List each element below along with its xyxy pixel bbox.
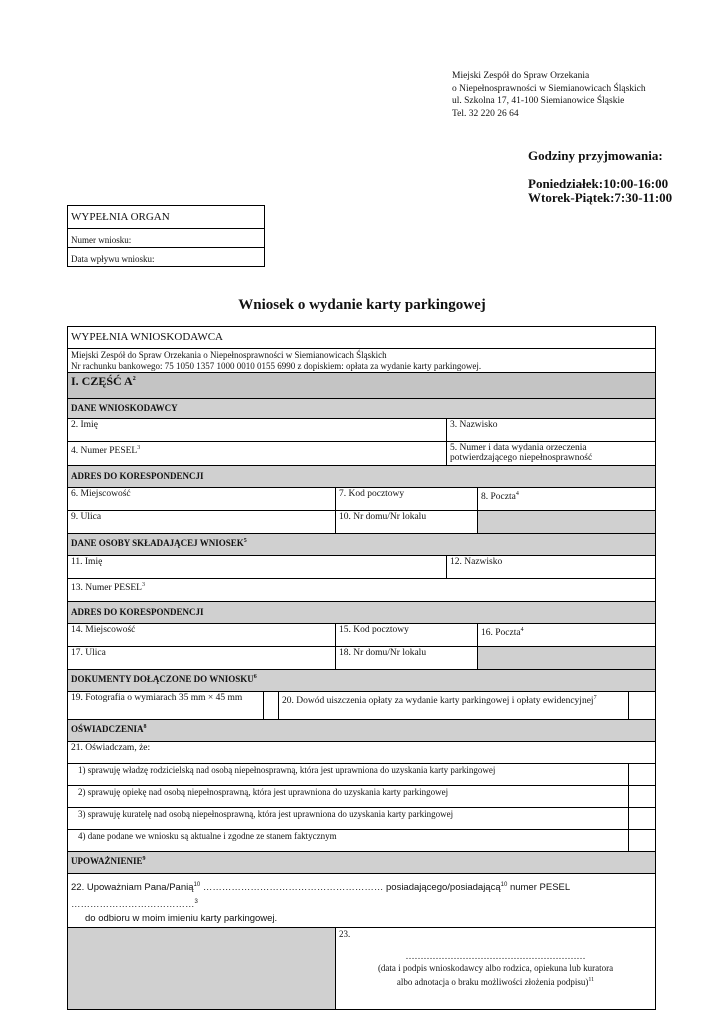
correspondence-header: ADRES DO KORESPONDENCJI: [68, 466, 656, 488]
postal-code-field-2[interactable]: 15. Kod pocztowy: [336, 624, 478, 647]
declaration-4-checkbox[interactable]: [629, 830, 656, 852]
photo-label: 19. Fotografia o wymiarach 35 mm × 45 mm: [68, 692, 264, 720]
post-office-label-2: 16. Poczta: [481, 628, 521, 639]
declarations-header: [68, 720, 656, 742]
part-a-header: [68, 373, 656, 399]
address-line-2: o Niepełnosprawności w Siemianowicach Śląskich: [452, 83, 646, 94]
signature-caption-1: (data i podpis wnioskodawcy albo rodzica, opiekuna lub kuratora: [377, 963, 614, 974]
bank-account: Nr rachunku bankowego: 75 1050 1357 1000 0010 0155 6990 z dopiskiem: opłata za wydanie karty parkingowej.: [71, 360, 482, 371]
submitter-label: DANE OSOBY SKŁADAJĄCEJ WNIOSEK: [71, 538, 244, 548]
possessing-label: posiadającego/posiadającą: [386, 882, 501, 894]
office-address: [452, 70, 646, 120]
payment-proof-label: [279, 692, 629, 720]
footnote-ref: 11: [588, 977, 595, 984]
organ-header: WYPEŁNIA ORGAN: [71, 211, 170, 223]
footnote-ref: 10: [193, 882, 201, 888]
hours-title: Godziny przyjmowania:: [528, 148, 663, 163]
last-name-field[interactable]: 3. Nazwisko: [447, 419, 656, 442]
signature-caption-2-text: albo adnotacja o braku możliwości złożenia podpisu): [396, 977, 589, 988]
postal-code-field[interactable]: 7. Kod pocztowy: [336, 488, 478, 511]
application-number-field[interactable]: Numer wniosku:: [68, 228, 264, 247]
pesel-label: 4. Numer PESEL: [71, 446, 138, 457]
photo-checkbox[interactable]: [264, 692, 279, 720]
name-placeholder-dots: …………………………………………………: [202, 882, 384, 894]
receipt-date-field[interactable]: Data wpływu wniosku:: [68, 247, 264, 266]
form-title: Wniosek o wydanie karty parkingowej: [238, 297, 486, 313]
hours-monday: Poniedziałek:10:00-16:00: [528, 176, 669, 191]
authorization-text[interactable]: [68, 874, 656, 928]
authorization-label: UPOWAŻNIENIE: [71, 856, 143, 866]
footnote-ref: 3: [194, 899, 198, 906]
post-office-field-2[interactable]: [478, 624, 656, 647]
payment-proof-checkbox[interactable]: [629, 692, 656, 720]
declarations-label: OŚWIADCZENIA: [71, 724, 144, 734]
declaration-1-checkbox[interactable]: [629, 764, 656, 786]
shaded-cell: [68, 928, 336, 1010]
footnote-ref: 5: [243, 538, 247, 544]
declaration-4: 4) dane podane we wniosku są aktualne i zgodne ze stanem faktycznym: [68, 830, 629, 852]
footnote-ref: 9: [142, 856, 146, 862]
street-field[interactable]: 9. Ulica: [68, 511, 336, 534]
applicant-data-header: DANE WNIOSKODAWCY: [68, 399, 656, 419]
signature-caption-2: [339, 977, 652, 987]
footnote-ref: 4: [515, 491, 519, 497]
submitter-pesel-field[interactable]: [68, 579, 656, 602]
declaration-3-checkbox[interactable]: [629, 808, 656, 830]
applicant-header: WYPEŁNIA WNIOSKODAWCA: [68, 327, 656, 349]
footnote-ref: 8: [143, 724, 147, 730]
authorization-header: [68, 852, 656, 874]
shaded-cell: [478, 511, 656, 534]
declaration-2-checkbox[interactable]: [629, 786, 656, 808]
signature-field[interactable]: [336, 928, 656, 1010]
submitter-first-name-field[interactable]: 11. Imię: [68, 556, 447, 579]
submitter-header: [68, 534, 656, 556]
pesel-field[interactable]: [68, 442, 447, 466]
organ-box: [67, 205, 265, 267]
authorization-line-1: [71, 878, 652, 912]
declaration-3: 3) sprawuję kuratelę nad osobą niepełnosprawną, która jest uprawniona do uzyskania karty parkingowej: [68, 808, 629, 830]
footnote-ref: 4: [520, 627, 524, 633]
part-a-label: I. CZĘŚĆ A: [71, 374, 133, 388]
pesel-placeholder-dots: …………………………………: [71, 899, 195, 911]
submitter-pesel-label: 13. Numer PESEL: [71, 583, 142, 594]
footnote-ref: 2: [132, 376, 136, 382]
documents-label: DOKUMENTY DOŁĄCZONE DO WNIOSKU: [71, 674, 254, 684]
footnote-ref: 3: [137, 445, 141, 451]
bank-recipient: Miejski Zespół do Spraw Orzekania o Niepełnosprawności w Siemianowicach Śląskich: [71, 350, 387, 360]
address-phone: Tel. 32 220 26 64: [452, 108, 519, 119]
footnote-ref: 7: [593, 695, 597, 701]
certificate-field[interactable]: 5. Numer i data wydania orzeczenia potwierdzającego niepełnosprawność: [447, 442, 656, 466]
post-office-label: 8. Poczta: [481, 492, 516, 503]
post-office-field[interactable]: [478, 488, 656, 511]
footnote-ref: 6: [253, 674, 257, 680]
submitter-last-name-field[interactable]: 12. Nazwisko: [447, 556, 656, 579]
footnote-ref: 10: [500, 882, 508, 888]
house-number-field-2[interactable]: 18. Nr domu/Nr lokalu: [336, 647, 478, 670]
declare-intro: 21. Oświadczam, że:: [68, 742, 656, 764]
authorize-label: 22. Upoważniam Pana/Panią: [71, 882, 194, 894]
signature-dots: ……………………………………………………: [405, 951, 586, 962]
city-field-2[interactable]: 14. Miejscowość: [68, 624, 336, 647]
documents-header: [68, 670, 656, 692]
address-line-3: ul. Szkolna 17, 41-100 Siemianowice Śląskie: [452, 96, 625, 106]
pesel-number-label: numer PESEL: [509, 882, 570, 894]
signature-number: 23.: [339, 929, 351, 940]
declaration-1: 1) sprawuję władzę rodzicielską nad osobą niepełnosprawną, która jest uprawniona do uzyskania karty parkingowej: [68, 764, 629, 786]
first-name-field[interactable]: 2. Imię: [68, 419, 447, 442]
payment-proof-text: 20. Dowód uiszczenia opłaty za wydanie karty parkingowej i opłaty ewidencyjnej: [282, 696, 594, 707]
house-number-field[interactable]: 10. Nr domu/Nr lokalu: [336, 511, 478, 534]
city-field[interactable]: 6. Miejscowość: [68, 488, 336, 511]
address-line-1: Miejski Zespół do Spraw Orzekania: [452, 71, 590, 81]
bank-info: [68, 349, 656, 373]
application-form: [67, 326, 656, 1010]
hours-tue-fri: Wtorek-Piątek:7:30-11:00: [528, 190, 673, 205]
declaration-2: 2) sprawuję opiekę nad osobą niepełnosprawną, która jest uprawniona do uzyskania karty parkingowej: [68, 786, 629, 808]
shaded-cell: [478, 647, 656, 670]
street-field-2[interactable]: 17. Ulica: [68, 647, 336, 670]
correspondence-header-2: ADRES DO KORESPONDENCJI: [68, 602, 656, 624]
authorization-line-2: do odbioru w moim imieniu karty parkingowej.: [85, 913, 278, 925]
footnote-ref: 3: [141, 582, 145, 588]
